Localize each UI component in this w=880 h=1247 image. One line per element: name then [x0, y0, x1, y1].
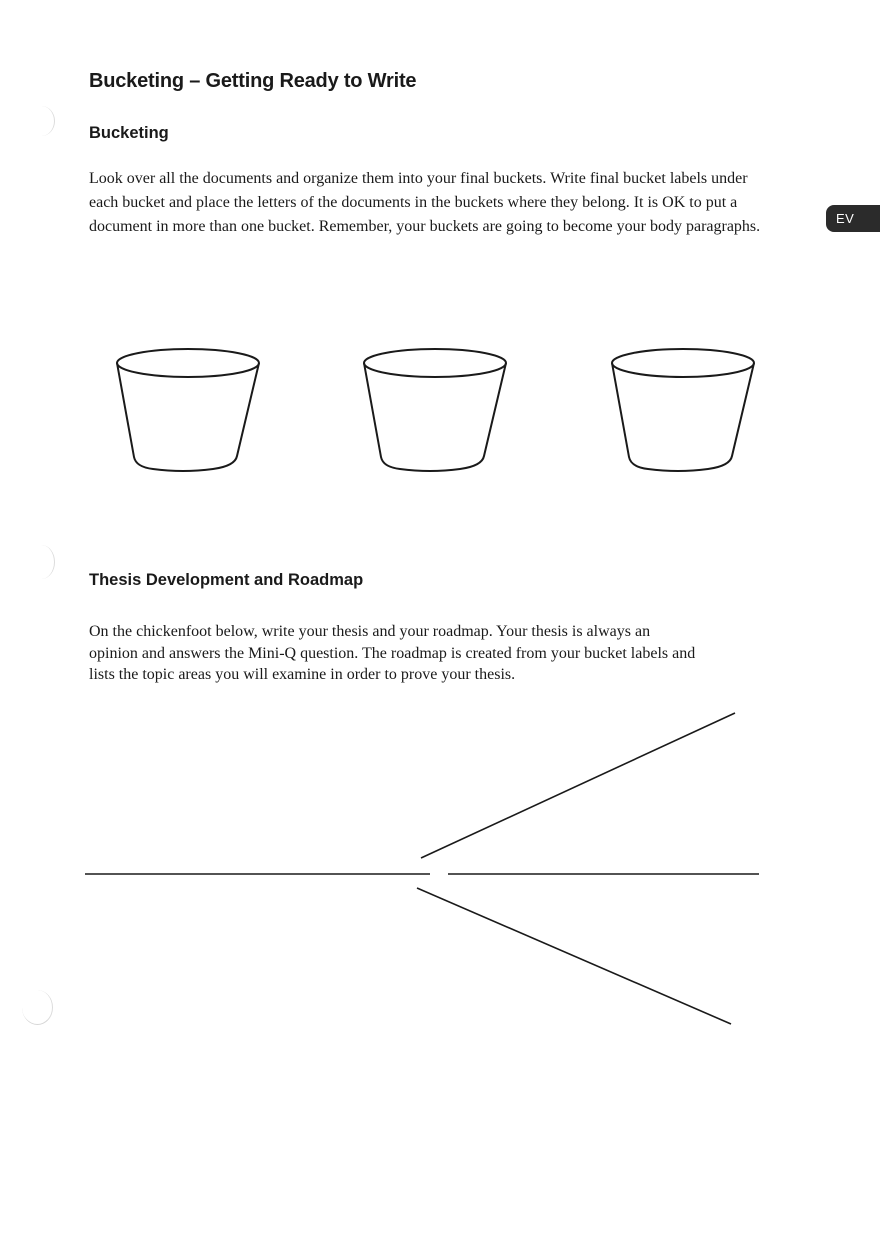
bucket-1[interactable]: [113, 342, 263, 478]
bucket-3[interactable]: [608, 342, 758, 478]
bucket-2-body: [364, 363, 506, 471]
roadmap-line-bottom[interactable]: [417, 888, 731, 1024]
binder-hole-top: [28, 106, 55, 136]
chickenfoot-diagram: [80, 705, 770, 1035]
bucket-3-rim: [612, 349, 754, 377]
thesis-instructions: On the chickenfoot below, write your thesis and your roadmap. Your thesis is always an opinion and answers the Mini-Q question. The roadmap is created from your bucket labels and lists the topic areas you will examine in order to prove your thesis.: [89, 623, 696, 683]
bucketing-instructions: Look over all the documents and organize them into your final buckets. Write final bucket labels under each bucket and place the letters of the documents in the buckets where they belong. It is OK to put a document in more than one bucket. Remember, your buckets are going to become your body paragraphs.: [89, 170, 761, 235]
bucket-3-body: [612, 363, 754, 471]
binder-hole-bottom: [22, 990, 53, 1025]
section-tab: EV: [826, 205, 880, 232]
bucket-2-rim: [364, 349, 506, 377]
bucket-2[interactable]: [360, 342, 510, 478]
bucketing-heading: Bucketing: [89, 124, 169, 142]
roadmap-line-top[interactable]: [421, 713, 735, 858]
binder-hole-middle: [28, 545, 55, 579]
bucket-1-rim: [117, 349, 259, 377]
thesis-heading: Thesis Development and Roadmap: [89, 571, 364, 589]
page-title: Bucketing – Getting Ready to Write: [89, 70, 417, 92]
bucket-1-body: [117, 363, 259, 471]
